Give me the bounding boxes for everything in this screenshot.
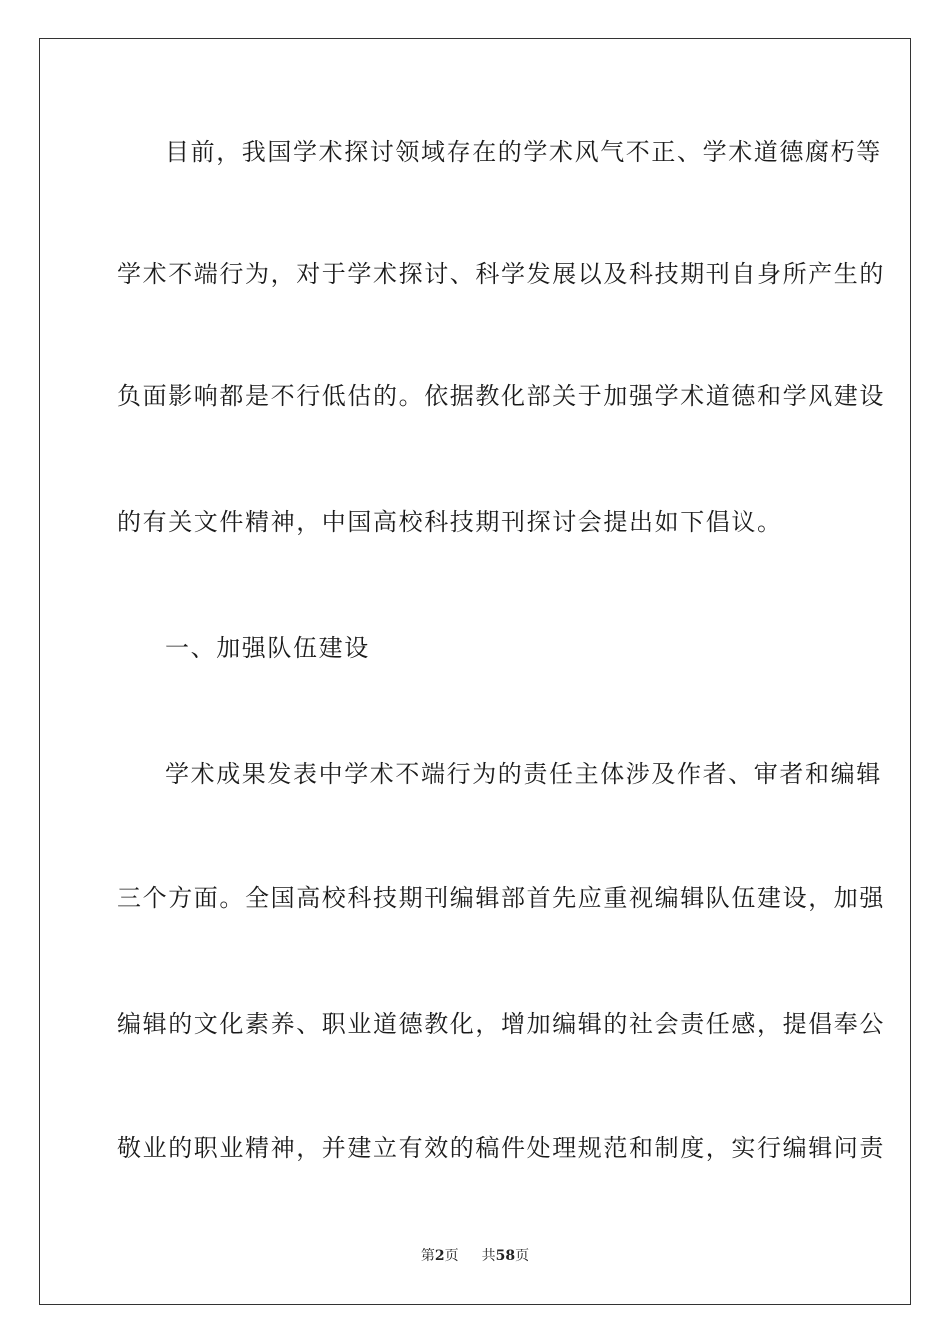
page-footer [0, 1245, 950, 1265]
paragraph-line: 的有关文件精神，中国高校科技期刊探讨会提出如下倡议。 [117, 508, 783, 536]
paragraph-line: 负面影响都是不行低估的。依据教化部关于加强学术道德和学风建设 [117, 382, 885, 410]
paragraph-line: 三个方面。全国高校科技期刊编辑部首先应重视编辑队伍建设，加强 [117, 884, 885, 912]
paragraph-line: 学术成果发表中学术不端行为的责任主体涉及作者、审者和编辑 [165, 760, 882, 788]
section-heading: 一、加强队伍建设 [165, 634, 370, 662]
paragraph-line: 目前，我国学术探讨领域存在的学术风气不正、学术道德腐朽等 [165, 138, 882, 166]
page-border [39, 38, 911, 1305]
total-pages: 58 [495, 1248, 516, 1264]
total-suffix: 页 [515, 1248, 530, 1264]
paragraph-line: 敬业的职业精神，并建立有效的稿件处理规范和制度，实行编辑问责 [117, 1134, 885, 1162]
paragraph-line: 学术不端行为，对于学术探讨、科学发展以及科技期刊自身所产生的 [117, 260, 885, 288]
paragraph-line: 编辑的文化素养、职业道德教化，增加编辑的社会责任感，提倡奉公 [117, 1010, 885, 1038]
page-number: 2 [434, 1248, 445, 1264]
page-prefix: 第 [420, 1248, 435, 1264]
page-suffix: 页 [444, 1248, 459, 1264]
total-prefix: 共 [481, 1248, 496, 1264]
